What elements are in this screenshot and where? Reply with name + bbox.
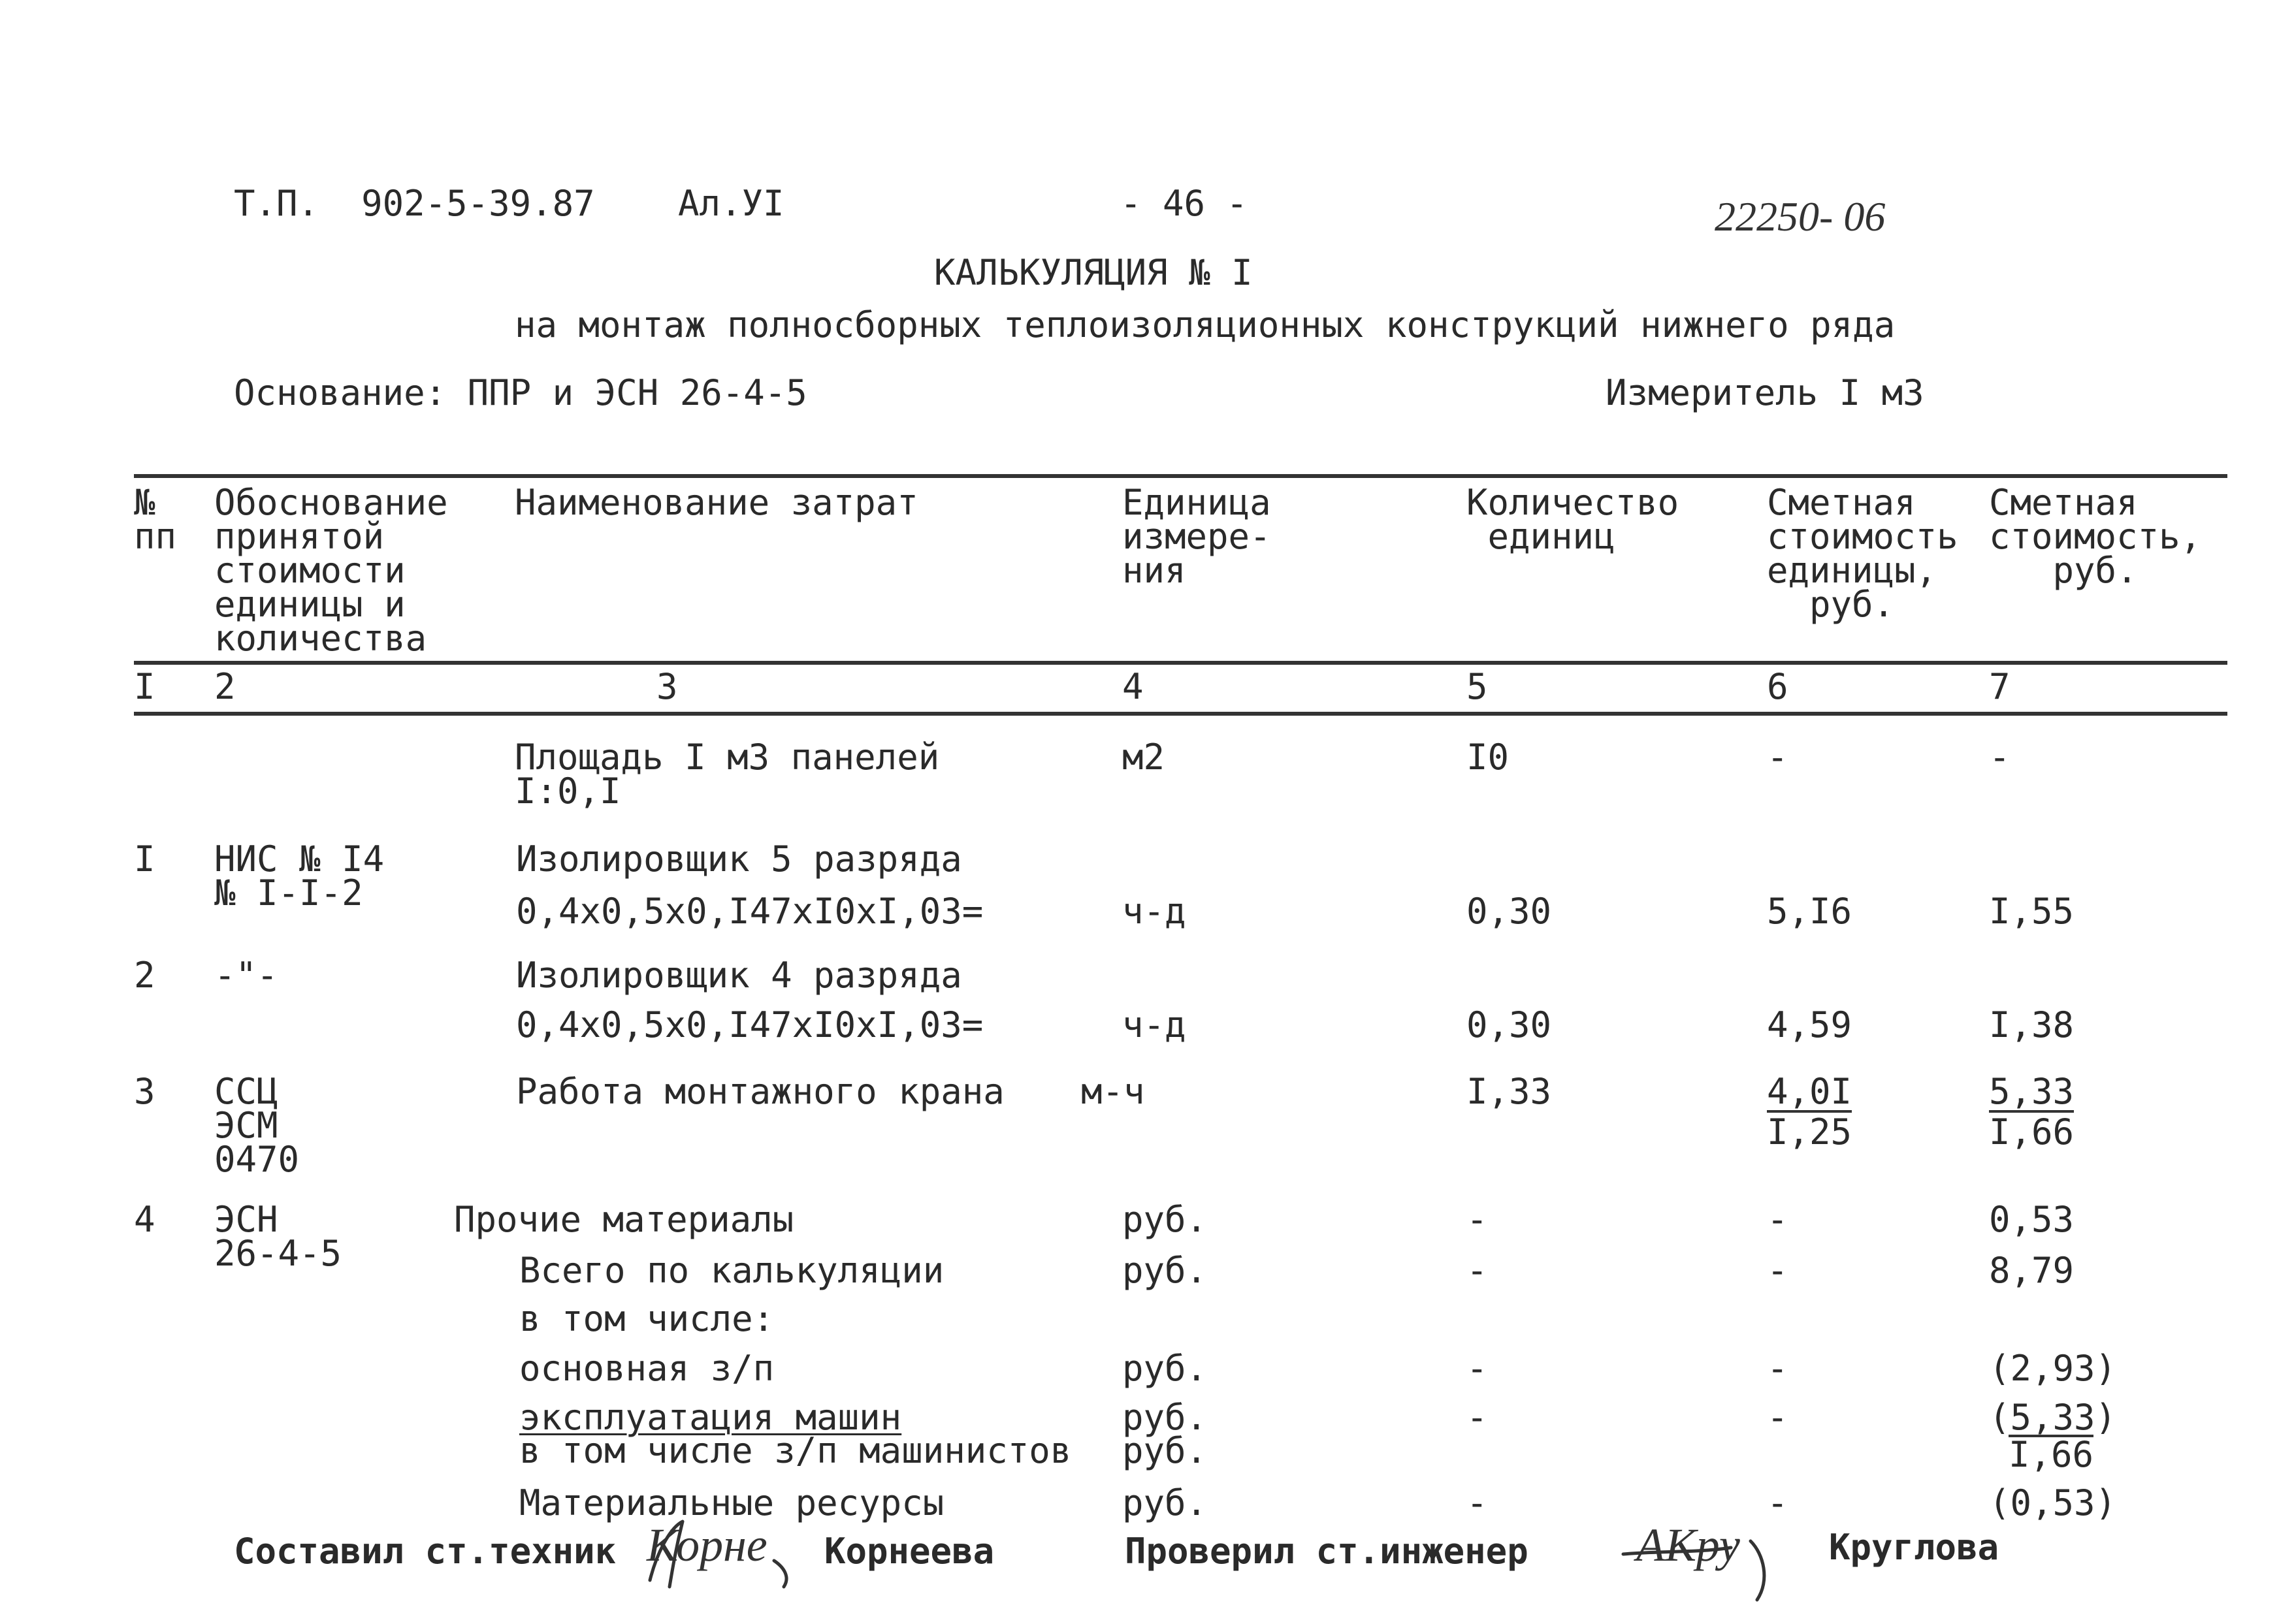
quantity: - <box>1466 1250 1488 1291</box>
unit-price-machinist-share: I,25 <box>1767 1111 1852 1153</box>
project-code: Т.П. 902-5-39.87 <box>234 183 595 224</box>
quantity: I0 <box>1466 737 1510 778</box>
summary-label: основная з/п <box>519 1348 775 1389</box>
summary-label: в том числе з/п машинистов <box>519 1430 1072 1471</box>
unit-price: 4,59 <box>1767 1004 1852 1045</box>
total-cost: (2,93) <box>1989 1348 2117 1389</box>
basis-reference: НИС № I4 № I-I-2 <box>214 838 385 914</box>
summary-label: Всего по калькуляции <box>519 1250 945 1291</box>
quantity: - <box>1466 1482 1488 1523</box>
column-header-cost-name: Наименование затрат <box>515 482 918 523</box>
cost-name: Прочие материалы <box>454 1199 794 1240</box>
unit-price: - <box>1767 1199 1788 1240</box>
total-cost: 5,33 <box>1989 1071 2075 1112</box>
column-header-unit: Единица измере- ния <box>1122 482 1271 591</box>
page-number: - 46 - <box>1120 183 1248 224</box>
column-number-3: 3 <box>656 666 678 707</box>
quantity: - <box>1466 1199 1488 1240</box>
cost-formula: 0,4х0,5х0,I47хI0хI,03= <box>516 1004 984 1045</box>
row-number: I <box>134 838 155 880</box>
unit-price: - <box>1767 1348 1788 1389</box>
checked-signature: АКру <box>1636 1519 1740 1571</box>
total-cost: 8,79 <box>1989 1250 2075 1291</box>
total-cost: (0,53) <box>1989 1482 2117 1523</box>
column-number-7: 7 <box>1989 666 2011 707</box>
basis-reference: ЭСН 26-4-5 <box>214 1199 342 1274</box>
unit-price: - <box>1767 737 1788 778</box>
column-header-quantity: Количество единиц <box>1466 482 1679 557</box>
column-header-basis: Обоснование принятой стоимости единицы и количества <box>214 482 448 659</box>
basis-line: Основание: ППР и ЭСН 26-4-5 <box>234 372 807 413</box>
cost-formula: 0,4х0,5х0,I47хI0хI,03= <box>516 891 984 932</box>
total-cost: I,38 <box>1989 1004 2075 1045</box>
header-bottom-rule <box>134 661 2227 665</box>
unit: руб. <box>1122 1430 1208 1471</box>
unit: ч-д <box>1122 1004 1186 1045</box>
unit: ч-д <box>1122 891 1186 932</box>
document-title: КАЛЬКУЛЯЦИЯ № I <box>934 252 1253 293</box>
total-cost-machinist-share: I,66 <box>1989 1111 2075 1153</box>
checked-signature-flourish <box>1620 1515 1803 1606</box>
row-number: 4 <box>134 1199 155 1240</box>
column-header-unit-price: Сметная стоимость единицы, руб. <box>1767 482 1958 625</box>
quantity: I,33 <box>1466 1071 1552 1112</box>
album-number: Ал.УI <box>678 183 784 224</box>
cost-name: Площадь I м3 панелей I:0,I <box>515 737 940 812</box>
compiled-by-name: Корнеева <box>824 1531 995 1572</box>
row-number: 3 <box>134 1071 155 1112</box>
quantity: - <box>1466 1348 1488 1389</box>
checked-by-name: Круглова <box>1829 1527 1999 1568</box>
column-number-1: I <box>134 666 155 707</box>
basis-reference: ССЦ ЭСМ 0470 <box>214 1071 300 1180</box>
unit: м2 <box>1122 737 1165 778</box>
total-cost: I,55 <box>1989 891 2075 932</box>
table-top-rule <box>134 474 2227 478</box>
total-cost: - <box>1989 737 2011 778</box>
column-number-5: 5 <box>1466 666 1488 707</box>
unit: руб. <box>1122 1250 1208 1291</box>
total-cost: I,66 <box>2009 1434 2094 1475</box>
checked-by-label: Проверил ст.инженер <box>1125 1531 1528 1572</box>
column-number-6: 6 <box>1767 666 1788 707</box>
basis-reference: -"- <box>214 955 278 996</box>
unit: руб. <box>1122 1348 1208 1389</box>
summary-including-label: в том числе: <box>519 1298 775 1339</box>
quantity: - <box>1466 1397 1488 1438</box>
unit: м-ч <box>1081 1071 1145 1112</box>
quantity: 0,30 <box>1466 891 1552 932</box>
unit-price: 4,0I <box>1767 1071 1852 1112</box>
unit: руб. <box>1122 1397 1208 1438</box>
unit: руб. <box>1122 1482 1208 1523</box>
unit-price: - <box>1767 1482 1788 1523</box>
column-numbers-rule <box>134 712 2227 716</box>
unit: руб. <box>1122 1199 1208 1240</box>
column-header-total-cost: Сметная стоимость, руб. <box>1989 482 2202 591</box>
row-number: 2 <box>134 955 155 996</box>
document-subtitle: на монтаж полносборных теплоизоляционных конструкций нижнего ряда <box>515 304 1896 345</box>
compiled-signature: Корне <box>647 1519 767 1571</box>
cost-name: Изолировщик 4 разряда <box>516 955 962 996</box>
compiled-signature-flourish <box>643 1515 800 1593</box>
column-number-2: 2 <box>214 666 236 707</box>
cost-name: Работа монтажного крана <box>516 1071 1005 1112</box>
compiled-by-label: Составил ст.техник <box>234 1531 617 1572</box>
cost-name: Изолировщик 5 разряда <box>516 838 962 880</box>
quantity: 0,30 <box>1466 1004 1552 1045</box>
unit-price: 5,I6 <box>1767 891 1852 932</box>
meter-line: Измеритель I м3 <box>1606 372 1924 413</box>
column-number-4: 4 <box>1122 666 1144 707</box>
total-cost: 0,53 <box>1989 1199 2075 1240</box>
total-cost: (5,33) <box>1989 1397 2117 1438</box>
column-header-number: № пп <box>134 482 177 557</box>
unit-price: - <box>1767 1397 1788 1438</box>
unit-price: - <box>1767 1250 1788 1291</box>
summary-label: эксплуатация машин <box>519 1397 902 1438</box>
summary-label: Материальные ресурсы <box>519 1482 945 1523</box>
archive-number: 22250- 06 <box>1715 193 1886 240</box>
